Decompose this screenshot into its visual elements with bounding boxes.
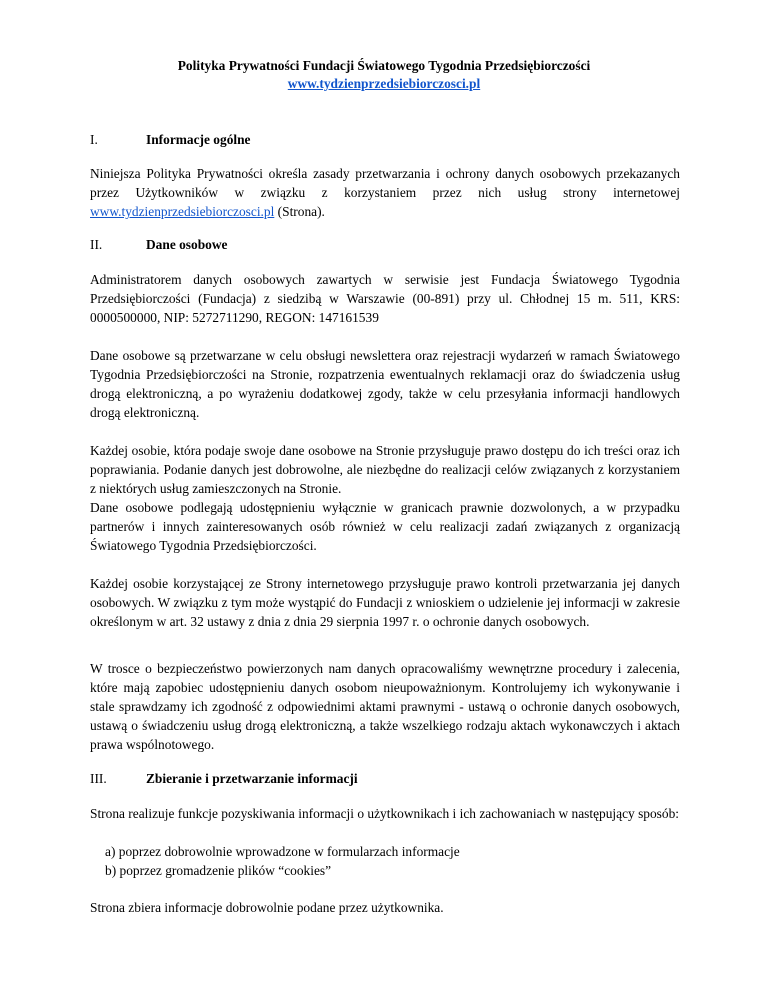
paragraph-administrator: Administratorem danych osobowych zawartych w serwisie jest Fundacja Światowego Tygodnia Przedsiębiorczości (Fundacja) z siedzibą w Warszawie (00-891) przy ul. Chłodnej 15 m. 511, KRS: 0000500000, NIP: 5272711290, REGON: 147161539 [90,272,680,325]
section-1-heading [90,130,251,149]
paragraph-sharing: Dane osobowe podlegają udostępnieniu wyłącznie w granicach prawnie dozwolonych, a w przypadku partnerów i innych zainteresowanych osób również w celu realizacji zadań związanych z organizacją Światowego Tygodnia Przedsiębiorczości. [90,500,680,553]
list-item: b) poprzez gromadzenie plików “cookies” [105,863,332,878]
section-title: Informacje ogólne [146,132,251,147]
list-item: a) poprzez dobrowolnie wprowadzone w formularzach informacje [105,844,460,859]
paragraph-purpose: Dane osobowe są przetwarzane w celu obsługi newslettera oraz rejestracji wydarzeń w ramach Światowego Tygodnia Przedsiębiorczości na Stronie, rozpatrzenia ewentualnych reklamacji oraz do świadczenia usług drogą elektroniczną, a po wyrażeniu dodatkowej zgody, także w celu przesyłania informacji handlowych drogą elektroniczną. [90,348,680,420]
collection-methods-list [90,842,680,880]
paragraph-security: W trosce o bezpieczeństwo powierzonych nam danych opracowaliśmy wewnętrzne procedury i zalecenia, które mają zapobiec udostępnieniu danych osobom nieupoważnionym. Kontrolujemy ich wykonywanie i stale sprawdzamy ich zgodność z odpowiednimi aktami prawnymi - ustawą o ochronie danych osobowych, ustawą o świadczeniu usług drogą elektroniczną, a także wszelkiego rodzaju aktach wykonawczych i aktach prawa wspólnotowego. [90,661,680,752]
section-1-paragraph: Niniejsza Polityka Prywatności określa zasady przetwarzania i ochrony danych osobowych przekazanych przez Użytkowników w związku z korzystaniem przez nich usług strony internetowej www.tydzienprzedsiebiorczosci.pl (Strona). [90,166,680,219]
document-title: Polityka Prywatności Fundacji Światowego Tygodnia Przedsiębiorczości [177,58,591,73]
section-2-heading [90,235,227,254]
section-number: I. [90,132,98,147]
paragraph-access-rights: Każdej osobie, która podaje swoje dane osobowe na Stronie przysługuje prawo dostępu do ich treści oraz ich poprawiania. Podanie danych jest dobrowolne, ale niezbędne do realizacji celów związanych z korzystaniem z niektórych usług zamieszczonych na Stronie. [90,443,680,496]
paragraph-collection-intro: Strona realizuje funkcje pozyskiwania informacji o użytkownikach i ich zachowaniach w następujący sposób: [90,806,679,821]
paragraph-control-rights: Każdej osobie korzystającej ze Strony internetowego przysługuje prawo kontroli przetwarzania jej danych osobowych. W związku z tym może wystąpić do Fundacji z wnioskiem o udzielenie jej informacji w zakresie określonym w art. 32 ustawy z dnia z dnia 29 sierpnia 1997 r. o ochronie danych osobowych. [90,576,680,629]
paragraph-voluntary-info: Strona zbiera informacje dobrowolnie podane przez użytkownika. [90,900,444,915]
section-3-heading [90,769,358,788]
section-number: III. [90,771,107,786]
site-link[interactable]: www.tydzienprzedsiebiorczosci.pl [287,76,481,91]
section-title: Dane osobowe [146,237,228,252]
section-title: Zbieranie i przetwarzanie informacji [146,771,358,786]
document-header [0,57,768,93]
site-link-inline[interactable]: www.tydzienprzedsiebiorczosci.pl [90,204,275,219]
section-number: II. [90,237,103,252]
